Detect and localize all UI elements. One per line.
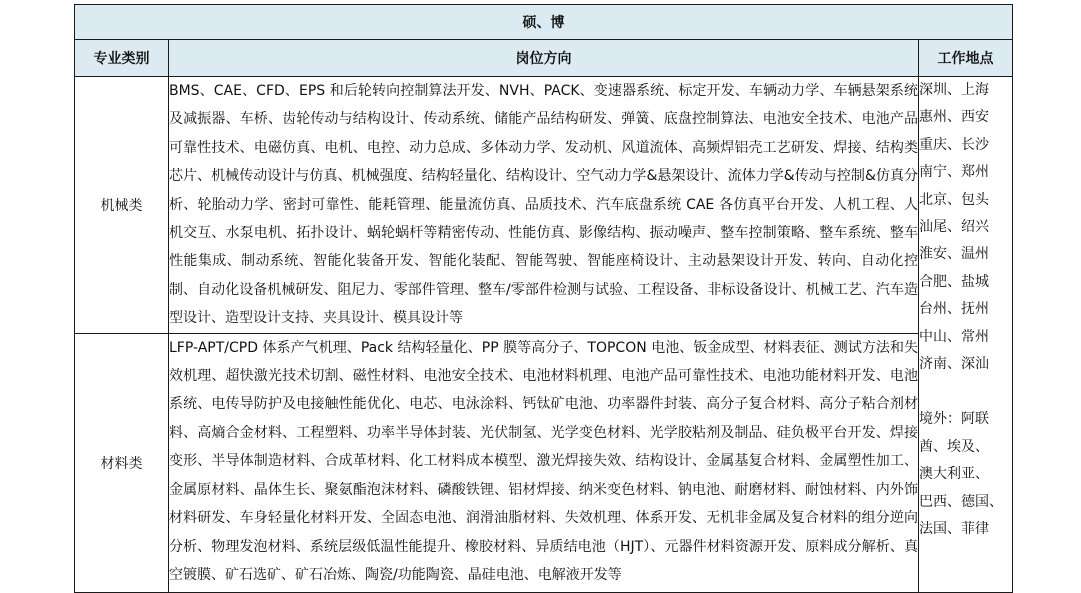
title-row: [75, 5, 1013, 40]
header-row: [75, 40, 1013, 77]
work-locations: [919, 77, 1013, 593]
location-line: 北京、包头: [919, 191, 989, 208]
overseas-location-line: 巴西、德国、: [919, 493, 1003, 510]
location-line: 济南、深汕: [919, 356, 989, 373]
table-row: [75, 77, 1013, 334]
table-row: [75, 333, 1013, 592]
location-line: 中山、常州: [919, 328, 989, 345]
overseas-location-line: 酋、埃及、: [919, 438, 989, 455]
location-line: 深圳、上海: [919, 82, 989, 98]
location-line: 合肥、盐城: [919, 273, 989, 290]
location-spacer: [919, 378, 1012, 406]
location-line: 惠州、西安: [919, 109, 989, 126]
category-materials: 材料类: [75, 333, 169, 592]
location-line: 台州、抚州: [919, 301, 989, 318]
directions-mechanical: BMS、CAE、CFD、EPS 和后轮转向控制算法开发、NVH、PACK、变速器系统、标定开发、车辆动力学、车辆悬架系统及减振器、车桥、齿轮传动与结构设计、传动系统、储能产品结构研发、弹簧、底盘控制算法、电池安全技术、电池产品可靠性技术、电磁仿真、电机、电控、动力总成、多体动力学、发动机、风道流体、高频焊铝壳工艺研发、焊接、结构类芯片、机械传动设计与仿真、机械强度、结构轻量化、结构设计、空气动力学&悬架设计、流体力学&传动与控制&仿真分析、轮胎动力学、密封可靠性、能耗管理、能量流仿真、品质技术、汽车底盘系统 CAE 各仿真平台开发、人机工程、人机交互、水泵电机、拓扑设计、蜗轮蜗杆等精密传动、性能仿真、影像结构、振动噪声、整车控制策略、整车系统、整车性能集成、制动系统、智能化装备开发、智能化装配、智能驾驶、智能座椅设计、主动悬架设计开发、转向、自动化控制、自动化设备机械研发、阻尼力、零部件管理、整车/零部件检测与试验、工程设备、非标设备设计、机械工艺、汽车造型设计、造型设计支持、夹具设计、模具设计等: [169, 77, 919, 334]
overseas-location-line: 澳大利亚、: [919, 466, 989, 483]
header-direction: 岗位方向: [169, 40, 919, 77]
header-location: 工作地点: [919, 40, 1013, 77]
location-line: 淮安、温州: [919, 246, 989, 263]
location-line: 重庆、长沙: [919, 136, 989, 153]
table-title: 硕、博: [75, 5, 1013, 40]
location-line: 南宁、郑州: [919, 164, 989, 181]
overseas-location-line: 法国、菲律: [919, 521, 989, 538]
recruitment-table: [74, 4, 1013, 593]
directions-materials: LFP-APT/CPD 体系产气机理、Pack 结构轻量化、PP 膜等高分子、TOPCON 电池、钣金成型、材料表征、测试方法和失效机理、超快激光技术切割、磁性材料、电池安全技术、电池材料机理、电池产品可靠性技术、电池功能材料开发、电池系统、电传导防护及电接触性能优化、电芯、电泳涂料、钙钛矿电池、功率器件封装、高分子复合材料、高分子粘合剂材料、高熵合金材料、工程塑料、功率半导体封装、光伏制氢、光学变色材料、光学胶粘剂及制品、硅负极平台开发、焊接变形、半导体制造材料、合成革材料、化工材料成本模型、激光焊接失效、结构设计、金属基复合材料、金属塑性加工、金属原材料、晶体生长、聚氨酯泡沫材料、磷酸铁锂、铝材焊接、纳米变色材料、钠电池、耐磨材料、耐蚀材料、内外饰材料研发、车身轻量化材料开发、全固态电池、润滑油脂材料、失效机理、体系开发、无机非金属及复合材料的组分逆向分析、物理发泡材料、系统层级低温性能提升、橡胶材料、异质结电池（HJT）、元器件材料资源开发、原料成分解析、真空镀膜、矿石选矿、矿石冶炼、陶瓷/功能陶瓷、晶硅电池、电解液开发等: [169, 333, 919, 592]
header-category: 专业类别: [75, 40, 169, 77]
category-mechanical: 机械类: [75, 77, 169, 334]
location-line: 汕尾、绍兴: [919, 219, 989, 236]
overseas-location-line: 境外：阿联: [919, 411, 989, 428]
